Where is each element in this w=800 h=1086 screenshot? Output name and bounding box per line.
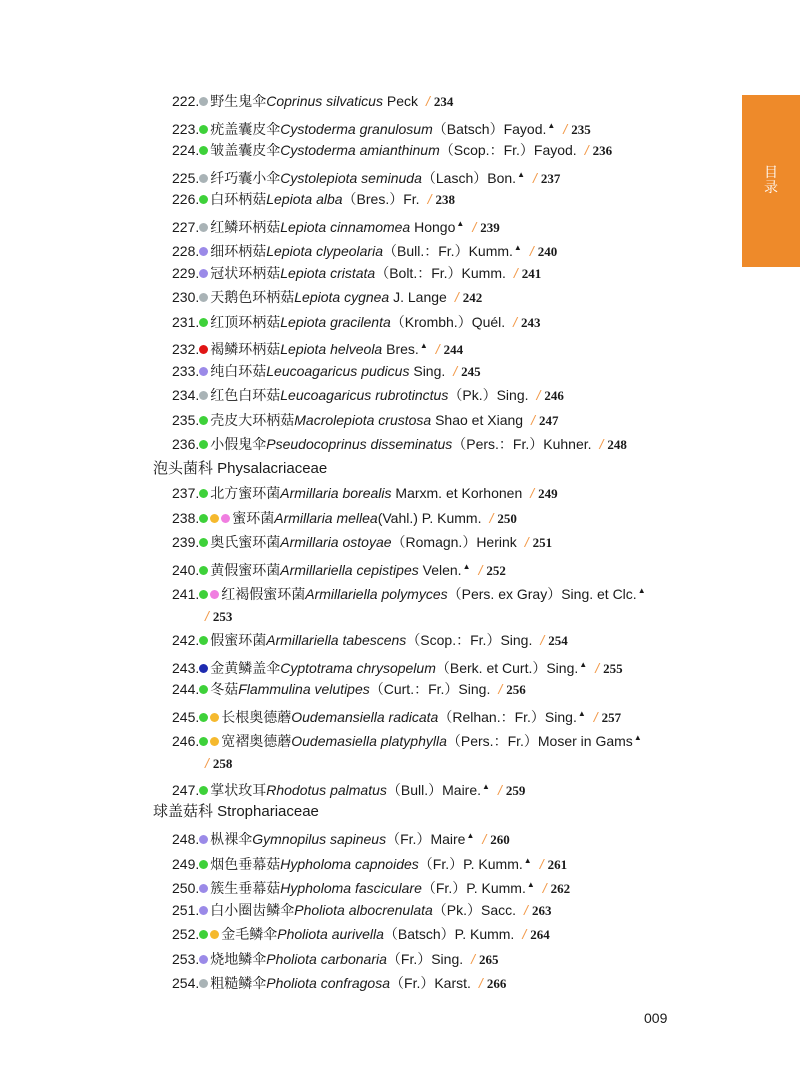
scientific-name: Hypholoma capnoides <box>280 855 419 872</box>
green-dot-icon <box>199 195 208 204</box>
toc-entry[interactable] <box>172 852 567 874</box>
entry-number: 225. <box>172 169 200 186</box>
page-reference[interactable]: 240 <box>537 244 558 259</box>
scientific-name: Pholiota aurivella <box>277 926 384 942</box>
toc-entry[interactable] <box>172 533 552 552</box>
entry-number: 251. <box>172 901 200 918</box>
chinese-name: 冬菇 <box>210 681 239 697</box>
entry-number: 227. <box>172 218 200 235</box>
chinese-name: 枞裸伞 <box>210 831 253 847</box>
page-separator-icon: / <box>530 485 535 501</box>
page-separator-icon: / <box>489 509 494 526</box>
chinese-name: 纯白环菇 <box>210 362 267 379</box>
toc-entry[interactable] <box>172 509 517 528</box>
green-dot-icon <box>199 416 208 425</box>
triangle-marker-icon: ▲ <box>513 243 522 252</box>
entry-number: 235. <box>172 411 200 428</box>
scientific-name: Rhodotus palmatus <box>266 782 387 798</box>
chinese-name: 白环柄菇 <box>210 191 267 207</box>
page-separator-icon: / <box>540 632 545 648</box>
toc-entry[interactable] <box>172 239 557 261</box>
page-reference[interactable]: 263 <box>531 902 552 918</box>
navy-dot-icon <box>199 664 208 673</box>
author-citation: （Romagn.）Herink <box>391 534 517 550</box>
page-separator-icon: / <box>524 534 529 550</box>
page-reference[interactable]: 253 <box>212 608 233 624</box>
chinese-name: 褐鳞环柄菇 <box>210 341 281 357</box>
entry-number: 240. <box>172 561 200 578</box>
page-reference[interactable]: 255 <box>603 660 623 676</box>
green-dot-icon <box>199 685 208 694</box>
entry-number: 229. <box>172 264 200 281</box>
gray-dot-icon <box>199 293 208 302</box>
green-dot-icon <box>199 440 208 449</box>
author-citation: Peck <box>382 93 418 109</box>
chinese-name: 白小圈齿鳞伞 <box>210 901 295 918</box>
author-citation: （Pers.：Fr.）Moser in Gams <box>446 733 633 749</box>
page-reference[interactable]: 236 <box>592 143 613 158</box>
page-reference[interactable]: 254 <box>548 633 568 648</box>
scientific-name: Pholiota carbonaria <box>266 950 387 967</box>
scientific-name: Pholiota albocrenulata <box>294 901 433 918</box>
page-reference[interactable]: 252 <box>486 562 506 578</box>
contents-tab-label-2: 录 <box>764 179 778 195</box>
chinese-name: 金毛鳞伞 <box>221 926 278 942</box>
chinese-name: 红鳞环柄菇 <box>210 218 281 235</box>
toc-entry[interactable] <box>172 925 550 944</box>
entry-number: 243. <box>172 659 200 676</box>
page-reference[interactable]: 243 <box>521 314 541 330</box>
page-separator-icon: / <box>536 387 541 403</box>
scientific-name: Lepiota cristata <box>280 264 376 281</box>
page-reference[interactable]: 262 <box>550 881 571 896</box>
green-dot-icon <box>199 489 208 498</box>
triangle-marker-icon: ▲ <box>523 855 532 865</box>
green-dot-icon <box>199 318 208 327</box>
page-separator-icon: / <box>205 754 209 771</box>
page-separator-icon: / <box>454 289 459 305</box>
orange-dot-icon <box>210 737 219 746</box>
chinese-name: 粗糙鳞伞 <box>210 975 267 991</box>
toc-entry[interactable] <box>172 288 482 307</box>
scientific-name: Lepiota clypeolaria <box>266 243 383 259</box>
purple-dot-icon <box>199 367 208 376</box>
entry-number: 223. <box>172 120 200 137</box>
author-citation: （Bres.）Fr. <box>342 191 420 207</box>
toc-entry[interactable] <box>172 190 455 209</box>
gray-dot-icon <box>199 979 208 988</box>
chinese-name: 细环柄菇 <box>210 243 267 259</box>
page-reference[interactable]: 241 <box>521 265 542 281</box>
page-separator-icon: / <box>563 120 568 137</box>
entry-number: 236. <box>172 436 200 452</box>
green-dot-icon <box>199 786 208 795</box>
author-citation: （Fr.）P. Kumm. <box>418 855 523 872</box>
page-reference[interactable]: 237 <box>540 170 561 186</box>
chinese-name: 烧地鳞伞 <box>210 950 267 967</box>
gray-dot-icon <box>199 223 208 232</box>
chinese-name: 宽褶奥德蘑 <box>221 733 292 749</box>
scientific-name: Macrolepiota crustosa <box>294 411 432 428</box>
page-reference[interactable]: 259 <box>505 783 526 798</box>
scientific-name: Lepiota alba <box>266 191 343 207</box>
entry-number: 247. <box>172 782 200 798</box>
triangle-marker-icon: ▲ <box>637 586 646 595</box>
toc-entry[interactable] <box>172 876 570 898</box>
page-separator-icon: / <box>453 362 458 379</box>
purple-dot-icon <box>199 955 208 964</box>
scientific-name: Lepiota cygnea <box>294 289 390 305</box>
page-reference[interactable]: 250 <box>497 510 517 526</box>
page-separator-icon: / <box>593 708 598 725</box>
author-citation: （Scop.：Fr.）Fayod. <box>439 142 577 158</box>
contents-tab-label-1: 目 <box>764 164 778 180</box>
page-separator-icon: / <box>513 313 518 330</box>
page-separator-icon: / <box>539 855 544 872</box>
green-dot-icon <box>199 860 208 869</box>
page-separator-icon: / <box>498 681 503 697</box>
triangle-marker-icon: ▲ <box>547 120 556 130</box>
toc-entry[interactable] <box>172 656 623 678</box>
chinese-name: 黄假蜜环菌 <box>210 561 281 578</box>
scientific-name: Coprinus silvaticus <box>266 93 383 109</box>
toc-entry[interactable] <box>172 680 526 699</box>
orange-dot-icon <box>210 514 219 523</box>
author-citation: （Batsch）P. Kumm. <box>383 926 515 942</box>
toc-entry[interactable] <box>172 827 510 849</box>
author-citation: （Pers. ex Gray）Sing. et Clc. <box>447 586 637 602</box>
chinese-name: 长根奥德蘑 <box>221 708 292 725</box>
author-citation: J. Lange <box>389 289 447 305</box>
entry-number: 254. <box>172 975 200 991</box>
toc-entry[interactable] <box>172 558 506 580</box>
red-dot-icon <box>199 345 208 354</box>
gray-dot-icon <box>199 97 208 106</box>
scientific-name: Gymnopilus sapineus <box>252 831 387 847</box>
entry-number: 248. <box>172 831 200 847</box>
pink-dot-icon <box>221 514 230 523</box>
author-citation: （Batsch）Fayod. <box>432 120 547 137</box>
entry-number: 244. <box>172 681 200 697</box>
entry-number: 228. <box>172 243 200 259</box>
page-separator-icon: / <box>427 191 432 207</box>
toc-entry[interactable] <box>172 950 499 969</box>
entry-number: 249. <box>172 855 200 872</box>
page-separator-icon: / <box>524 901 528 918</box>
toc-entry[interactable] <box>172 166 560 188</box>
page-separator-icon: / <box>435 341 440 357</box>
toc-entry[interactable] <box>172 631 568 650</box>
triangle-marker-icon: ▲ <box>466 831 475 840</box>
page-separator-icon: / <box>425 93 430 109</box>
chinese-name: 蜜环菌 <box>232 509 275 526</box>
entry-number: 222. <box>172 93 200 109</box>
pink-dot-icon <box>210 590 219 599</box>
green-dot-icon <box>199 566 208 575</box>
scientific-name: Armillariella polymyces <box>305 586 448 602</box>
page-reference[interactable]: 234 <box>433 94 454 109</box>
chinese-name: 野生鬼伞 <box>210 93 267 109</box>
author-citation: （Relhan.：Fr.）Sing. <box>438 708 577 725</box>
triangle-marker-icon: ▲ <box>482 782 490 791</box>
entry-number: 230. <box>172 289 200 305</box>
entry-number: 253. <box>172 950 200 967</box>
page-separator-icon: / <box>205 607 209 624</box>
green-dot-icon <box>199 590 208 599</box>
contents-tab[interactable] <box>742 95 800 267</box>
entry-number: 252. <box>172 926 200 942</box>
scientific-name: Armillariella cepistipes <box>280 561 419 578</box>
entry-number: 224. <box>172 142 200 158</box>
scientific-name: Oudemasiella platyphylla <box>291 733 447 749</box>
scientific-name: Pseudocoprinus disseminatus <box>266 436 453 452</box>
author-citation: （Scop.：Fr.）Sing. <box>406 632 533 648</box>
page-reference[interactable]: 258 <box>212 755 233 771</box>
author-citation: （Fr.）Maire <box>386 831 466 847</box>
toc-entry[interactable] <box>172 411 558 430</box>
page-separator-icon: / <box>478 561 483 578</box>
entry-continuation <box>205 754 232 773</box>
page-reference[interactable]: 249 <box>538 486 558 501</box>
green-dot-icon <box>199 146 208 155</box>
triangle-marker-icon: ▲ <box>419 341 428 350</box>
triangle-marker-icon: ▲ <box>517 169 525 179</box>
chinese-name: 疣盖囊皮伞 <box>210 120 281 137</box>
green-dot-icon <box>199 930 208 939</box>
green-dot-icon <box>199 737 208 746</box>
gray-dot-icon <box>199 174 208 183</box>
page-separator-icon: / <box>529 243 534 259</box>
toc-entry[interactable] <box>172 729 642 750</box>
page-reference[interactable]: 265 <box>479 951 499 967</box>
entry-number: 238. <box>172 509 200 526</box>
page-separator-icon: / <box>531 411 535 428</box>
chinese-name: 皱盖囊皮伞 <box>210 142 281 158</box>
chinese-name: 红褐假蜜环菌 <box>221 586 306 602</box>
toc-entry[interactable] <box>172 582 646 603</box>
page-separator-icon: / <box>482 831 487 847</box>
page-reference[interactable]: 251 <box>532 535 553 550</box>
page-number: 009 <box>644 1010 668 1026</box>
triangle-marker-icon: ▲ <box>633 733 642 742</box>
green-dot-icon <box>199 636 208 645</box>
page-separator-icon: / <box>584 142 589 158</box>
chinese-name: 奥氏蜜环菌 <box>210 534 281 550</box>
scientific-name: Pholiota confragosa <box>266 975 391 991</box>
entry-number: 234. <box>172 387 200 403</box>
chinese-name: 冠状环柄菇 <box>210 264 281 281</box>
scientific-name: Armillaria ostoyae <box>280 534 392 550</box>
entry-number: 250. <box>172 880 200 896</box>
entry-number: 242. <box>172 632 200 648</box>
author-citation: Hongo <box>410 218 456 235</box>
author-citation: Velen. <box>418 561 462 578</box>
purple-dot-icon <box>199 906 208 915</box>
toc-entry[interactable] <box>172 974 506 993</box>
scientific-name: Lepiota cinnamomea <box>280 218 411 235</box>
triangle-marker-icon: ▲ <box>456 218 465 228</box>
page-separator-icon: / <box>478 975 483 991</box>
chinese-name: 掌状玫耳 <box>210 782 267 798</box>
page-reference[interactable]: 247 <box>538 412 559 428</box>
chinese-name: 红色白环菇 <box>210 387 281 403</box>
triangle-marker-icon: ▲ <box>579 659 588 669</box>
section-heading: 泡头菌科 Physalacriaceae <box>153 459 328 477</box>
toc-entry[interactable] <box>172 484 558 503</box>
page-reference[interactable]: 256 <box>506 682 526 697</box>
chinese-name: 纤巧囊小伞 <box>210 169 281 186</box>
chinese-name: 红顶环柄菇 <box>210 313 281 330</box>
chinese-name: 烟色垂幕菇 <box>210 855 281 872</box>
green-dot-icon <box>199 514 208 523</box>
author-citation: Shao et Xiang <box>431 411 524 428</box>
scientific-name: Armillaria borealis <box>280 485 392 501</box>
page-reference[interactable]: 235 <box>571 121 591 137</box>
chinese-name: 簇生垂幕菇 <box>210 880 281 896</box>
page-reference[interactable]: 266 <box>486 976 507 991</box>
toc-entry[interactable] <box>172 337 463 359</box>
scientific-name: Hypholoma fasciculare <box>280 880 422 896</box>
green-dot-icon <box>199 125 208 134</box>
orange-dot-icon <box>210 930 219 939</box>
toc-entry[interactable] <box>172 215 500 237</box>
orange-dot-icon <box>210 713 219 722</box>
scientific-name: Leucoagaricus pudicus <box>266 362 410 379</box>
author-citation: （Krombh.）Quél. <box>390 313 506 330</box>
chinese-name: 小假鬼伞 <box>210 436 267 452</box>
page-separator-icon: / <box>471 950 476 967</box>
author-citation: （Bull.：Fr.）Kumm. <box>383 243 513 259</box>
entry-number: 245. <box>172 708 200 725</box>
toc-entry[interactable] <box>172 92 453 111</box>
scientific-name: Lepiota gracilenta <box>280 313 391 330</box>
purple-dot-icon <box>199 884 208 893</box>
scientific-name: Armillariella tabescens <box>266 632 407 648</box>
purple-dot-icon <box>199 835 208 844</box>
chinese-name: 天鹅色环柄菇 <box>210 289 295 305</box>
author-citation: （Bolt.：Fr.）Kumm. <box>375 264 506 281</box>
scientific-name: Cystoderma granulosum <box>280 120 433 137</box>
toc-entry[interactable] <box>172 362 481 381</box>
page-reference[interactable]: 245 <box>461 363 481 379</box>
scientific-name: Armillaria mellea <box>274 509 378 526</box>
entry-number: 239. <box>172 534 200 550</box>
toc-entry[interactable] <box>172 313 541 332</box>
purple-dot-icon <box>199 247 208 256</box>
page-reference[interactable]: 248 <box>607 437 627 452</box>
green-dot-icon <box>199 713 208 722</box>
page-reference[interactable]: 257 <box>601 709 622 725</box>
scientific-name: Lepiota helveola <box>280 341 383 357</box>
author-citation: （Berk. et Curt.）Sing. <box>435 659 579 676</box>
author-citation: （Pers.：Fr.）Kuhner. <box>452 436 592 452</box>
author-citation: （Curt.：Fr.）Sing. <box>369 681 491 697</box>
page-separator-icon: / <box>522 926 527 942</box>
entry-continuation <box>205 607 232 626</box>
author-citation: Bres. <box>382 341 419 357</box>
section-heading: 球盖菇科 Strophariaceae <box>153 802 319 820</box>
toc-entry[interactable] <box>172 901 551 920</box>
page-separator-icon: / <box>542 880 547 896</box>
toc-entry[interactable] <box>172 778 525 800</box>
page-separator-icon: / <box>513 264 518 281</box>
scientific-name: Leucoagaricus rubrotinctus <box>280 387 449 403</box>
chinese-name: 北方蜜环菌 <box>210 485 281 501</box>
toc-entry[interactable] <box>172 435 627 454</box>
entry-number: 232. <box>172 341 200 357</box>
page-reference[interactable]: 264 <box>530 927 550 942</box>
triangle-marker-icon: ▲ <box>577 708 586 718</box>
author-citation: Sing. <box>409 362 446 379</box>
entry-number: 237. <box>172 485 200 501</box>
page-separator-icon: / <box>472 218 477 235</box>
chinese-name: 壳皮大环柄菇 <box>210 411 295 428</box>
scientific-name: Cystolepiota seminuda <box>280 169 422 186</box>
green-dot-icon <box>199 538 208 547</box>
scientific-name: Oudemansiella radicata <box>291 708 439 725</box>
page-reference[interactable]: 261 <box>547 856 568 872</box>
toc-entry[interactable] <box>172 117 591 139</box>
entry-number: 241. <box>172 586 200 602</box>
entry-number: 233. <box>172 362 200 379</box>
page-reference[interactable]: 244 <box>443 342 464 357</box>
scientific-name: Cystoderma amianthinum <box>280 142 440 158</box>
author-citation: （Fr.）Sing. <box>386 950 464 967</box>
triangle-marker-icon: ▲ <box>462 561 471 571</box>
author-citation: （Bull.）Maire. <box>386 782 482 798</box>
page-reference[interactable]: 239 <box>480 219 500 235</box>
page-reference[interactable]: 242 <box>462 290 483 305</box>
page-reference[interactable]: 246 <box>544 388 564 403</box>
purple-dot-icon <box>199 269 208 278</box>
page-separator-icon: / <box>497 782 502 798</box>
author-citation: （Fr.）Karst. <box>390 975 471 991</box>
page-reference[interactable]: 238 <box>435 192 455 207</box>
author-citation: （Pk.）Sing. <box>448 387 529 403</box>
toc-entry[interactable] <box>172 386 564 405</box>
chinese-name: 金黄鳞盖伞 <box>210 659 281 676</box>
chinese-name: 假蜜环菌 <box>210 632 267 648</box>
author-citation: Marxm. et Korhonen <box>391 485 523 501</box>
author-citation: （Pk.）Sacc. <box>432 901 517 918</box>
page-reference[interactable]: 260 <box>490 832 510 847</box>
toc-entry[interactable] <box>172 141 612 160</box>
page-separator-icon: / <box>595 659 600 676</box>
scientific-name: Flammulina velutipes <box>238 681 370 697</box>
gray-dot-icon <box>199 391 208 400</box>
author-citation: (Vahl.) P. Kumm. <box>377 509 482 526</box>
page-separator-icon: / <box>532 169 537 186</box>
toc-entry[interactable] <box>172 264 541 283</box>
author-citation: （Fr.）P. Kumm. <box>421 880 526 896</box>
author-citation: （Lasch）Bon. <box>421 169 517 186</box>
triangle-marker-icon: ▲ <box>526 880 535 889</box>
page-separator-icon: / <box>599 436 604 452</box>
entry-number: 226. <box>172 191 200 207</box>
scientific-name: Cyptotrama chrysopelum <box>280 659 436 676</box>
toc-entry[interactable] <box>172 705 621 727</box>
entry-number: 231. <box>172 313 200 330</box>
entry-number: 246. <box>172 733 200 749</box>
